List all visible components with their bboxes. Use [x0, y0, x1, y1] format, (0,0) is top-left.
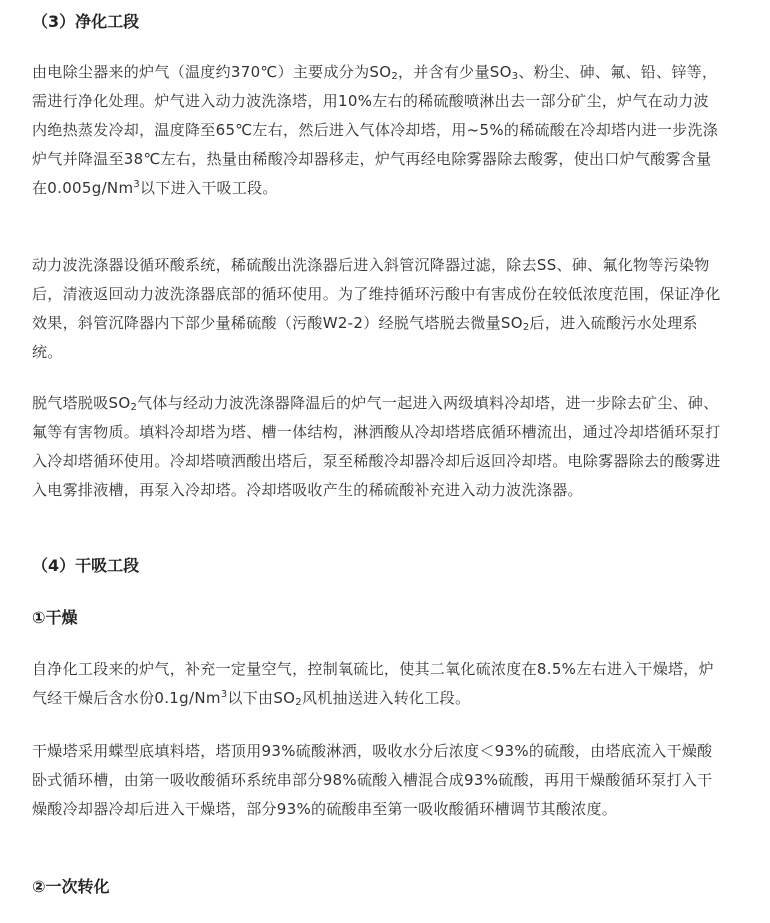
subheading-drying: ①干燥 — [32, 608, 78, 627]
section-heading-purification: （3）净化工段 — [32, 12, 140, 31]
paragraph-drying-intro: 自净化工段来的炉气，补充一定量空气，控制氧硫比，使其二氧化硫浓度在8.5%左右进入干燥塔，炉气经干燥后含水份0.1g/Nm$^3$以下由$SO_2$风机抽送进入转化工段。 — [32, 660, 714, 708]
paragraph-purification-intro: 由电除尘器来的炉气（温度约370℃）主要成分为$SO_2$，并含有少量$SO_3$、粉尘、砷、氟、铅、锌等，需进行净化处理。炉气进入动力波洗涤塔，用10%左右的稀硫酸喷淋出去一部分矿尘，炉气在动力波内绝热蒸发冷却，温度降至65℃左右，然后进入气体冷却塔，用~5%的稀硫酸在冷却塔内进一步洗涤炉气并降温至38℃左右，热量由稀酸冷却器移走，炉气再经电除雾器除去酸雾，使出口炉气酸雾含量在0.005g/Nm$^3$以下进入干吸工段。 — [32, 63, 719, 197]
subheading-first-conversion: ②一次转化 — [32, 877, 110, 896]
section-heading-drying-absorption: （4）干吸工段 — [32, 556, 140, 575]
paragraph-degassing-cooling: 脱气塔脱吸$SO_2$气体与经动力波洗涤器降温后的炉气一起进入两级填料冷却塔，进一步除去矿尘、砷、氟等有害物质。填料冷却塔为塔、槽一体结构，淋洒酸从冷却塔塔底循环槽流出，通过冷却塔循环泵打入冷却塔循环使用。冷却塔喷洒酸出塔后，泵至稀酸冷却器冷却后返回冷却塔。电除雾器除去的酸雾进入电雾排液槽，再泵入冷却塔。冷却塔吸收产生的稀硫酸补充进入动力波洗涤器。 — [32, 394, 721, 499]
paragraph-drying-tower: 干燥塔采用蝶型底填料塔，塔顶用93%硫酸淋洒，吸收水分后浓度＜93%的硫酸，由塔底流入干燥酸卧式循环槽，由第一吸收酸循环系统串部分98%硫酸入槽混合成93%硫酸，再用干燥酸循环泵打入干燥酸冷却器冷却后进入干燥塔，部分93%的硫酸串至第一吸收酸循环槽调节其酸浓度。 — [32, 742, 713, 818]
paragraph-circulating-acid: 动力波洗涤器设循环酸系统，稀硫酸出洗涤器后进入斜管沉降器过滤，除去SS、砷、氟化物等污染物后，清液返回动力波洗涤器底部的循环使用。为了维持循环污酸中有害成份在较低浓度范围，保证净化效果，斜管沉降器内下部少量稀硫酸（污酸W2-2）经脱气塔脱去微量$SO_2$后，进入硫酸污水处理系统。 — [32, 256, 721, 361]
